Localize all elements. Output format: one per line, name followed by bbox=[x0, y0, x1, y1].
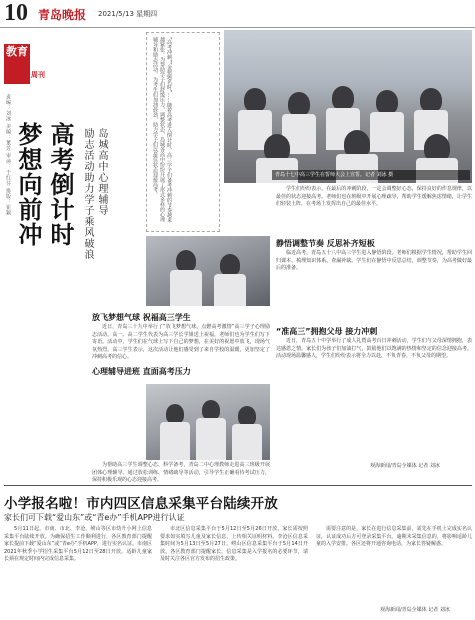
article-1-body bbox=[92, 324, 270, 362]
bottom-col-1 bbox=[4, 526, 152, 564]
headline-line-1: 高考倒计时 bbox=[46, 122, 75, 247]
photo-figure bbox=[288, 92, 310, 116]
photo-figure bbox=[370, 112, 404, 152]
article-2-title: 心理辅导进班 直面高考压力 bbox=[92, 367, 191, 376]
article-1-text: 近日，青岛三十九中举行了“放飞梦想气球，点燃高考激情”高三学子心理励志活动。高一、高二学生代表为高三学长学姐送上祝福，老师们也为学生们写下寄语。活动中，学生们在气球上写下自己的梦想，在美好的祝愿中放飞，现场气氛热烈。高三学生表示，这次活动让他们感受到了来自学校的温暖，更加坚定了冲刺高考的信心。 bbox=[92, 324, 270, 361]
bottom-subheadline: 家长们可下载“爱山东”或“青e办”手机APP进行认证 bbox=[4, 513, 185, 522]
article-4-body bbox=[276, 338, 472, 361]
headline-line-2: 梦想向前冲 bbox=[14, 122, 43, 247]
photo-caption: 青岛十七中高三学生在誓师大会上宣誓。记者 刘冰 摄 bbox=[272, 170, 470, 180]
photo-figure bbox=[420, 88, 442, 112]
bottom-col-2 bbox=[160, 526, 308, 564]
photo-figure bbox=[176, 250, 196, 272]
photo-figure bbox=[170, 270, 202, 306]
article-3-text: 临近高考，青岛五十八中高三学生进入静悟阶段。老师们根据学生情况，帮助学生回归课本、梳理知识体系、查漏补缺。学生们在静悟中反思总结，调整节奏，为高考做好最后的准备。 bbox=[276, 250, 472, 272]
section-badge-label: 教育 bbox=[6, 45, 28, 58]
article-photo bbox=[146, 384, 270, 460]
article-2-text: 为帮助高三学生调整心态、科学备考，青岛二中心理教师走进高三班级开展团体心理辅导。通过放松训练、情绪疏导等活动，引导学生正确看待考试压力，保持积极乐观的心态迎接高考。 bbox=[92, 462, 270, 484]
subhead-line-2: 励志活动助力学子乘风破浪 bbox=[82, 128, 93, 260]
bottom-byline: 观海新闻/青岛全媒体 记者 刘冰 bbox=[380, 607, 450, 613]
photo-figure bbox=[166, 404, 184, 424]
editor-note: “高考冲刺”“金榜题名时”……随着高考进入倒计时，高三学子们备考冲刺的节奏越来越紧张。为帮助学子们舒缓压力，调整状态，岛城各高中纷纷开展了形式多样的心理辅导和励志活动，为考生们加油鼓劲，助力学子们以最佳状态迎接高考。 bbox=[152, 37, 172, 223]
section-subtitle: 周刊 bbox=[31, 71, 45, 79]
editor-note-box bbox=[146, 32, 220, 232]
section-divider bbox=[4, 485, 472, 486]
photo-figure bbox=[232, 424, 262, 460]
article-right-intro bbox=[276, 186, 472, 209]
article-3-title: 静悟调整节奏 反思补齐短板 bbox=[276, 239, 375, 248]
photo-figure bbox=[160, 422, 190, 460]
article-4-text: 近日，青岛五十中学举行了成人礼暨高考百日冲刺活动，学生们与父母深情拥抱，表达感恩之情。家长们为孩子们加油打气，鼓励他们以饱满的热情和坚定的信念迎接高考。活动现场温馨感人，学生们纷纷表示将全力以赴，不负青春，不负父母的期望。 bbox=[276, 338, 472, 360]
article-2-body bbox=[92, 462, 270, 485]
article-1-title: 放飞梦想气球 祝福高三学生 bbox=[92, 313, 191, 322]
masthead bbox=[0, 0, 475, 28]
bottom-headline: 小学报名啦！市内四区信息采集平台陆续开放 bbox=[4, 496, 278, 512]
article-right-text: 学生们纷纷表示，在最后的冲刺阶段，一定会调整好心态，保持良好的作息规律，以最佳的状态迎接高考。老师们也在班级中开展心理疏导，帮助学生缓解焦虑情绪，让学生们轻装上阵，在考场上发挥出自己的最佳水平。 bbox=[276, 186, 472, 208]
issue-date: 2021/5/13 星期四 bbox=[98, 10, 158, 18]
photo-figure bbox=[238, 406, 256, 426]
photo-figure bbox=[332, 86, 354, 110]
bottom-col-3-text: 需要注意的是，家长在进行信息采集前，需先在手机上完成实名认证，认证成功后方可登录采集平台。逾期未采集信息的，将影响适龄儿童的入学安排。各区还将开通咨询电话，为家长答疑解惑。 bbox=[316, 526, 472, 548]
article-byline: 观海新闻/青岛全媒体 记者 刘冰 bbox=[370, 463, 440, 469]
section-badge bbox=[4, 44, 30, 84]
bottom-col-2-text: 市北区信息采集平台于5月12日至5月26日开放，家长需按照要求如实填写儿童及家长信息，上传相关证明材料。李沧区信息采集时间为5月13日至5月27日。崂山区信息采集平台于5月14日开放。各区教育部门提醒家长，信息采集是入学报名的必要环节，请及时关注各区官方发布的招生政策。 bbox=[160, 526, 308, 563]
main-photo bbox=[224, 30, 472, 183]
bottom-col-3 bbox=[316, 526, 472, 549]
photo-figure bbox=[196, 418, 226, 460]
photo-figure bbox=[376, 90, 398, 114]
bottom-col-1-text: 5月11日起，市南、市北、李沧、崂山等区市幼升小网上信息采集平台陆续开放。为确保招生工作顺利进行，各区教育部门提醒家长提前下载“爱山东”或“青e办”手机APP，进行实名认证。市南区2021年秋季小学招生采集平台5月12日至28日开放，适龄儿童家长须在规定时间内完成信息采集。 bbox=[4, 526, 152, 563]
article-3-body bbox=[276, 250, 472, 273]
main-headline bbox=[12, 122, 76, 362]
subhead-line-1: 岛城高中心理辅导 bbox=[96, 128, 107, 216]
photo-figure bbox=[244, 88, 266, 112]
photo-figure bbox=[202, 400, 220, 420]
article-photo bbox=[146, 236, 270, 306]
page-number: 10 bbox=[4, 0, 28, 26]
editor-credits: 责编：刘冰 美编：董芳 审读：于红芬 排版：崔颖 bbox=[5, 94, 11, 216]
photo-figure bbox=[214, 274, 246, 306]
article-4-title: “准高三”拥抱父母 接力冲刺 bbox=[276, 327, 378, 336]
photo-figure bbox=[220, 254, 240, 276]
paper-name: 青岛晚报 bbox=[38, 8, 87, 22]
